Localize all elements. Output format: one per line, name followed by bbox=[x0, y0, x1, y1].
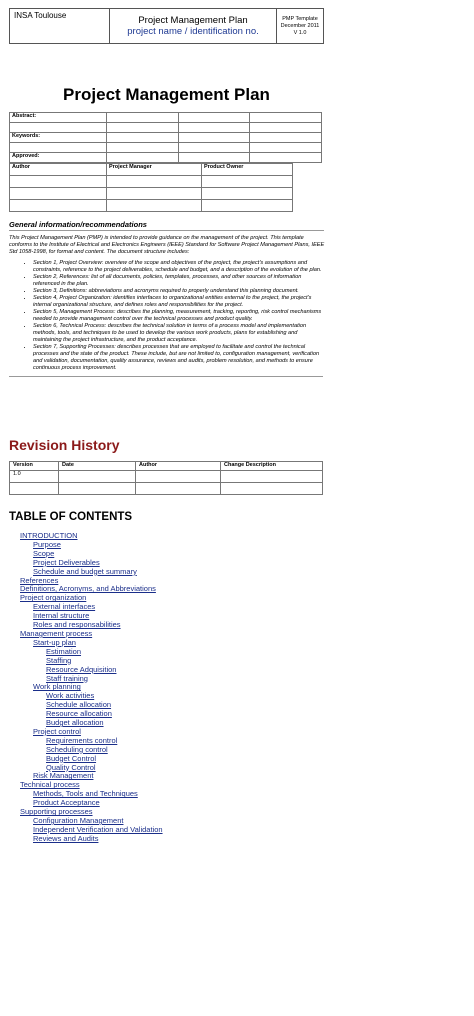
author-cell[interactable] bbox=[10, 176, 107, 188]
toc-title: TABLE OF CONTENTS bbox=[9, 511, 133, 523]
header-title-block bbox=[110, 9, 277, 43]
toc-link[interactable]: Scheduling control bbox=[46, 744, 108, 754]
keywords-label: Keywords: bbox=[10, 133, 107, 143]
document-header bbox=[9, 8, 324, 44]
toc-link[interactable]: INTRODUCTION bbox=[20, 531, 78, 540]
toc-link[interactable]: Scope bbox=[33, 548, 55, 558]
toc-link[interactable]: Project organization bbox=[20, 593, 87, 603]
toc-link[interactable]: Budget allocation bbox=[46, 718, 104, 728]
change-description-cell[interactable] bbox=[221, 483, 323, 495]
approved-cell[interactable] bbox=[178, 153, 250, 163]
version-cell[interactable] bbox=[10, 483, 59, 495]
keywords-cell[interactable] bbox=[250, 143, 322, 153]
template-date: December 2011 bbox=[280, 22, 320, 29]
author-cell[interactable] bbox=[10, 200, 107, 212]
document-page bbox=[9, 8, 324, 844]
abstract-cell[interactable] bbox=[107, 113, 179, 123]
keywords-cell[interactable] bbox=[178, 143, 250, 153]
page-title: Project Management Plan bbox=[63, 85, 270, 104]
toc-link[interactable]: Roles and responsabilities bbox=[33, 620, 121, 630]
revision-history-table bbox=[9, 461, 323, 495]
product-owner-header: Product Owner bbox=[202, 164, 293, 176]
product-owner-cell[interactable] bbox=[202, 200, 293, 212]
product-owner-cell[interactable] bbox=[202, 176, 293, 188]
date-cell[interactable] bbox=[59, 483, 136, 495]
version-cell[interactable]: 1.0 bbox=[10, 471, 59, 483]
section-list bbox=[9, 260, 323, 372]
toc-link[interactable]: Configuration Management bbox=[33, 816, 124, 825]
section-item: • Section 5, Management Process: describes the planning, measurement, tracking, reporting, risk control mechanisms needed to provide management control over the technical processes and product quality. bbox=[33, 309, 323, 323]
date-header: Date bbox=[59, 462, 136, 471]
toc-link[interactable]: Technical process bbox=[20, 780, 80, 790]
version-header: Version bbox=[10, 462, 59, 471]
intro-paragraph: This Project Management Plan (PMP) is intended to provide guidance on the management of the project. This template conforms to the Institute of Electrical and Electronics Engineers (IEEE) Standard for Software Project Management Plans, IEEE Std 1058-1998, for format and content. The document structure includes: bbox=[9, 235, 325, 255]
organization-name: INSA Toulouse bbox=[10, 9, 110, 43]
header-subtitle: project name / identification no. bbox=[127, 26, 259, 37]
toc-link[interactable]: Staff training bbox=[46, 673, 88, 683]
toc-link[interactable]: Start-up plan bbox=[33, 637, 76, 647]
table-of-contents bbox=[9, 532, 324, 844]
template-version-block bbox=[277, 9, 323, 43]
keywords-cell[interactable] bbox=[107, 133, 179, 143]
toc-link[interactable]: Requirements control bbox=[46, 735, 118, 745]
metadata-table bbox=[9, 112, 322, 163]
date-cell[interactable] bbox=[59, 471, 136, 483]
toc-link[interactable]: Reviews and Audits bbox=[33, 833, 99, 843]
toc-link[interactable]: Estimation bbox=[46, 646, 82, 656]
abstract-cell[interactable] bbox=[178, 113, 250, 123]
header-title: Project Management Plan bbox=[138, 15, 248, 26]
toc-link[interactable]: External interfaces bbox=[33, 602, 96, 612]
spacer-cell bbox=[10, 143, 107, 153]
author-cell[interactable] bbox=[136, 483, 221, 495]
template-version: V 1.0 bbox=[293, 29, 307, 36]
author-table bbox=[9, 163, 293, 212]
toc-link[interactable]: Schedule allocation bbox=[46, 700, 112, 710]
project-manager-cell[interactable] bbox=[107, 176, 202, 188]
toc-link[interactable]: Management process bbox=[20, 628, 93, 638]
toc-link[interactable]: Quality Control bbox=[46, 762, 96, 772]
toc-link[interactable]: Definitions, Acronyms, and Abbreviations bbox=[20, 584, 156, 594]
toc-link[interactable]: Project control bbox=[33, 726, 81, 736]
abstract-cell[interactable] bbox=[250, 123, 322, 133]
keywords-cell[interactable] bbox=[178, 133, 250, 143]
toc-link[interactable]: Purpose bbox=[33, 539, 61, 549]
abstract-label: Abstract: bbox=[10, 113, 107, 123]
project-manager-cell[interactable] bbox=[107, 188, 202, 200]
toc-link[interactable]: Work activities bbox=[46, 691, 95, 701]
toc-link[interactable]: Staffing bbox=[46, 655, 72, 665]
revision-history-title: Revision History bbox=[9, 437, 120, 453]
change-description-cell[interactable] bbox=[221, 471, 323, 483]
spacer-cell bbox=[10, 123, 107, 133]
section-item: • Section 7, Supporting Processes: describes processes that are employed to facilitate and control the technical processes and the state of the product. These include, but are not limited to, configuration management, verification and validation, documentation, quality assurance, reviews and audits, problem resolution, and methods to ensure continuous process improvement. bbox=[33, 344, 323, 372]
section-item: • Section 1, Project Overview: overview of the scope and objectives of the project, the project's assumptions and constraints, reference to the project deliverables, schedule and budget, and a description of the evolution of the plan. bbox=[33, 260, 323, 274]
section-divider bbox=[9, 376, 323, 377]
author-cell[interactable] bbox=[136, 471, 221, 483]
product-owner-cell[interactable] bbox=[202, 188, 293, 200]
author-header: Author bbox=[136, 462, 221, 471]
approved-cell[interactable] bbox=[107, 153, 179, 163]
section-item: • Section 6, Technical Process: describes the technical solution in terms of a process model and implementation methods, tools, and techniques to be used to develop the various work products, plans for establishing and maintaining the project infrastructure, and the product acceptance. bbox=[33, 323, 323, 344]
toc-link[interactable]: References bbox=[20, 575, 59, 585]
approved-label: Approved: bbox=[10, 153, 107, 163]
approved-cell[interactable] bbox=[250, 153, 322, 163]
toc-link[interactable]: Risk Management bbox=[33, 771, 94, 781]
project-manager-header: Project Manager bbox=[107, 164, 202, 176]
author-header: Author bbox=[10, 164, 107, 176]
toc-link[interactable]: Methods, Tools and Techniques bbox=[33, 789, 138, 799]
toc-link[interactable]: Product Acceptance bbox=[33, 798, 100, 808]
template-name: PMP Template bbox=[282, 15, 318, 22]
toc-link[interactable]: Internal structure bbox=[33, 611, 90, 621]
toc-link[interactable]: Project Deliverables bbox=[33, 557, 100, 567]
toc-link[interactable]: Independent Verification and Validation bbox=[33, 824, 163, 834]
project-manager-cell[interactable] bbox=[107, 200, 202, 212]
section-item: • Section 3, Definitions: abbreviations and acronyms required to properly understand this planning document. bbox=[33, 288, 323, 295]
toc-link[interactable]: Work planning bbox=[33, 682, 81, 692]
abstract-cell[interactable] bbox=[178, 123, 250, 133]
section-item: • Section 2, References: list of all documents, policies, templates, processes, and other sources of information referenced in the plan. bbox=[33, 274, 323, 288]
general-info-heading: General information/recommendations bbox=[9, 220, 324, 231]
section-item: • Section 4, Project Organization: identifies interfaces to organizational entities external to the project, the project's internal organizational structure, and defines roles and responsibilities for the project. bbox=[33, 295, 323, 309]
toc-link[interactable]: Supporting processes bbox=[20, 807, 93, 817]
toc-link[interactable]: Resource Adquisition bbox=[46, 664, 117, 674]
abstract-cell[interactable] bbox=[107, 123, 179, 133]
keywords-cell[interactable] bbox=[107, 143, 179, 153]
author-cell[interactable] bbox=[10, 188, 107, 200]
toc-link[interactable]: Budget Control bbox=[46, 753, 97, 763]
keywords-cell[interactable] bbox=[250, 133, 322, 143]
abstract-cell[interactable] bbox=[250, 113, 322, 123]
change-description-header: Change Description bbox=[221, 462, 323, 471]
toc-link[interactable]: Schedule and budget summary bbox=[33, 566, 137, 576]
toc-link[interactable]: Resource allocation bbox=[46, 709, 112, 719]
